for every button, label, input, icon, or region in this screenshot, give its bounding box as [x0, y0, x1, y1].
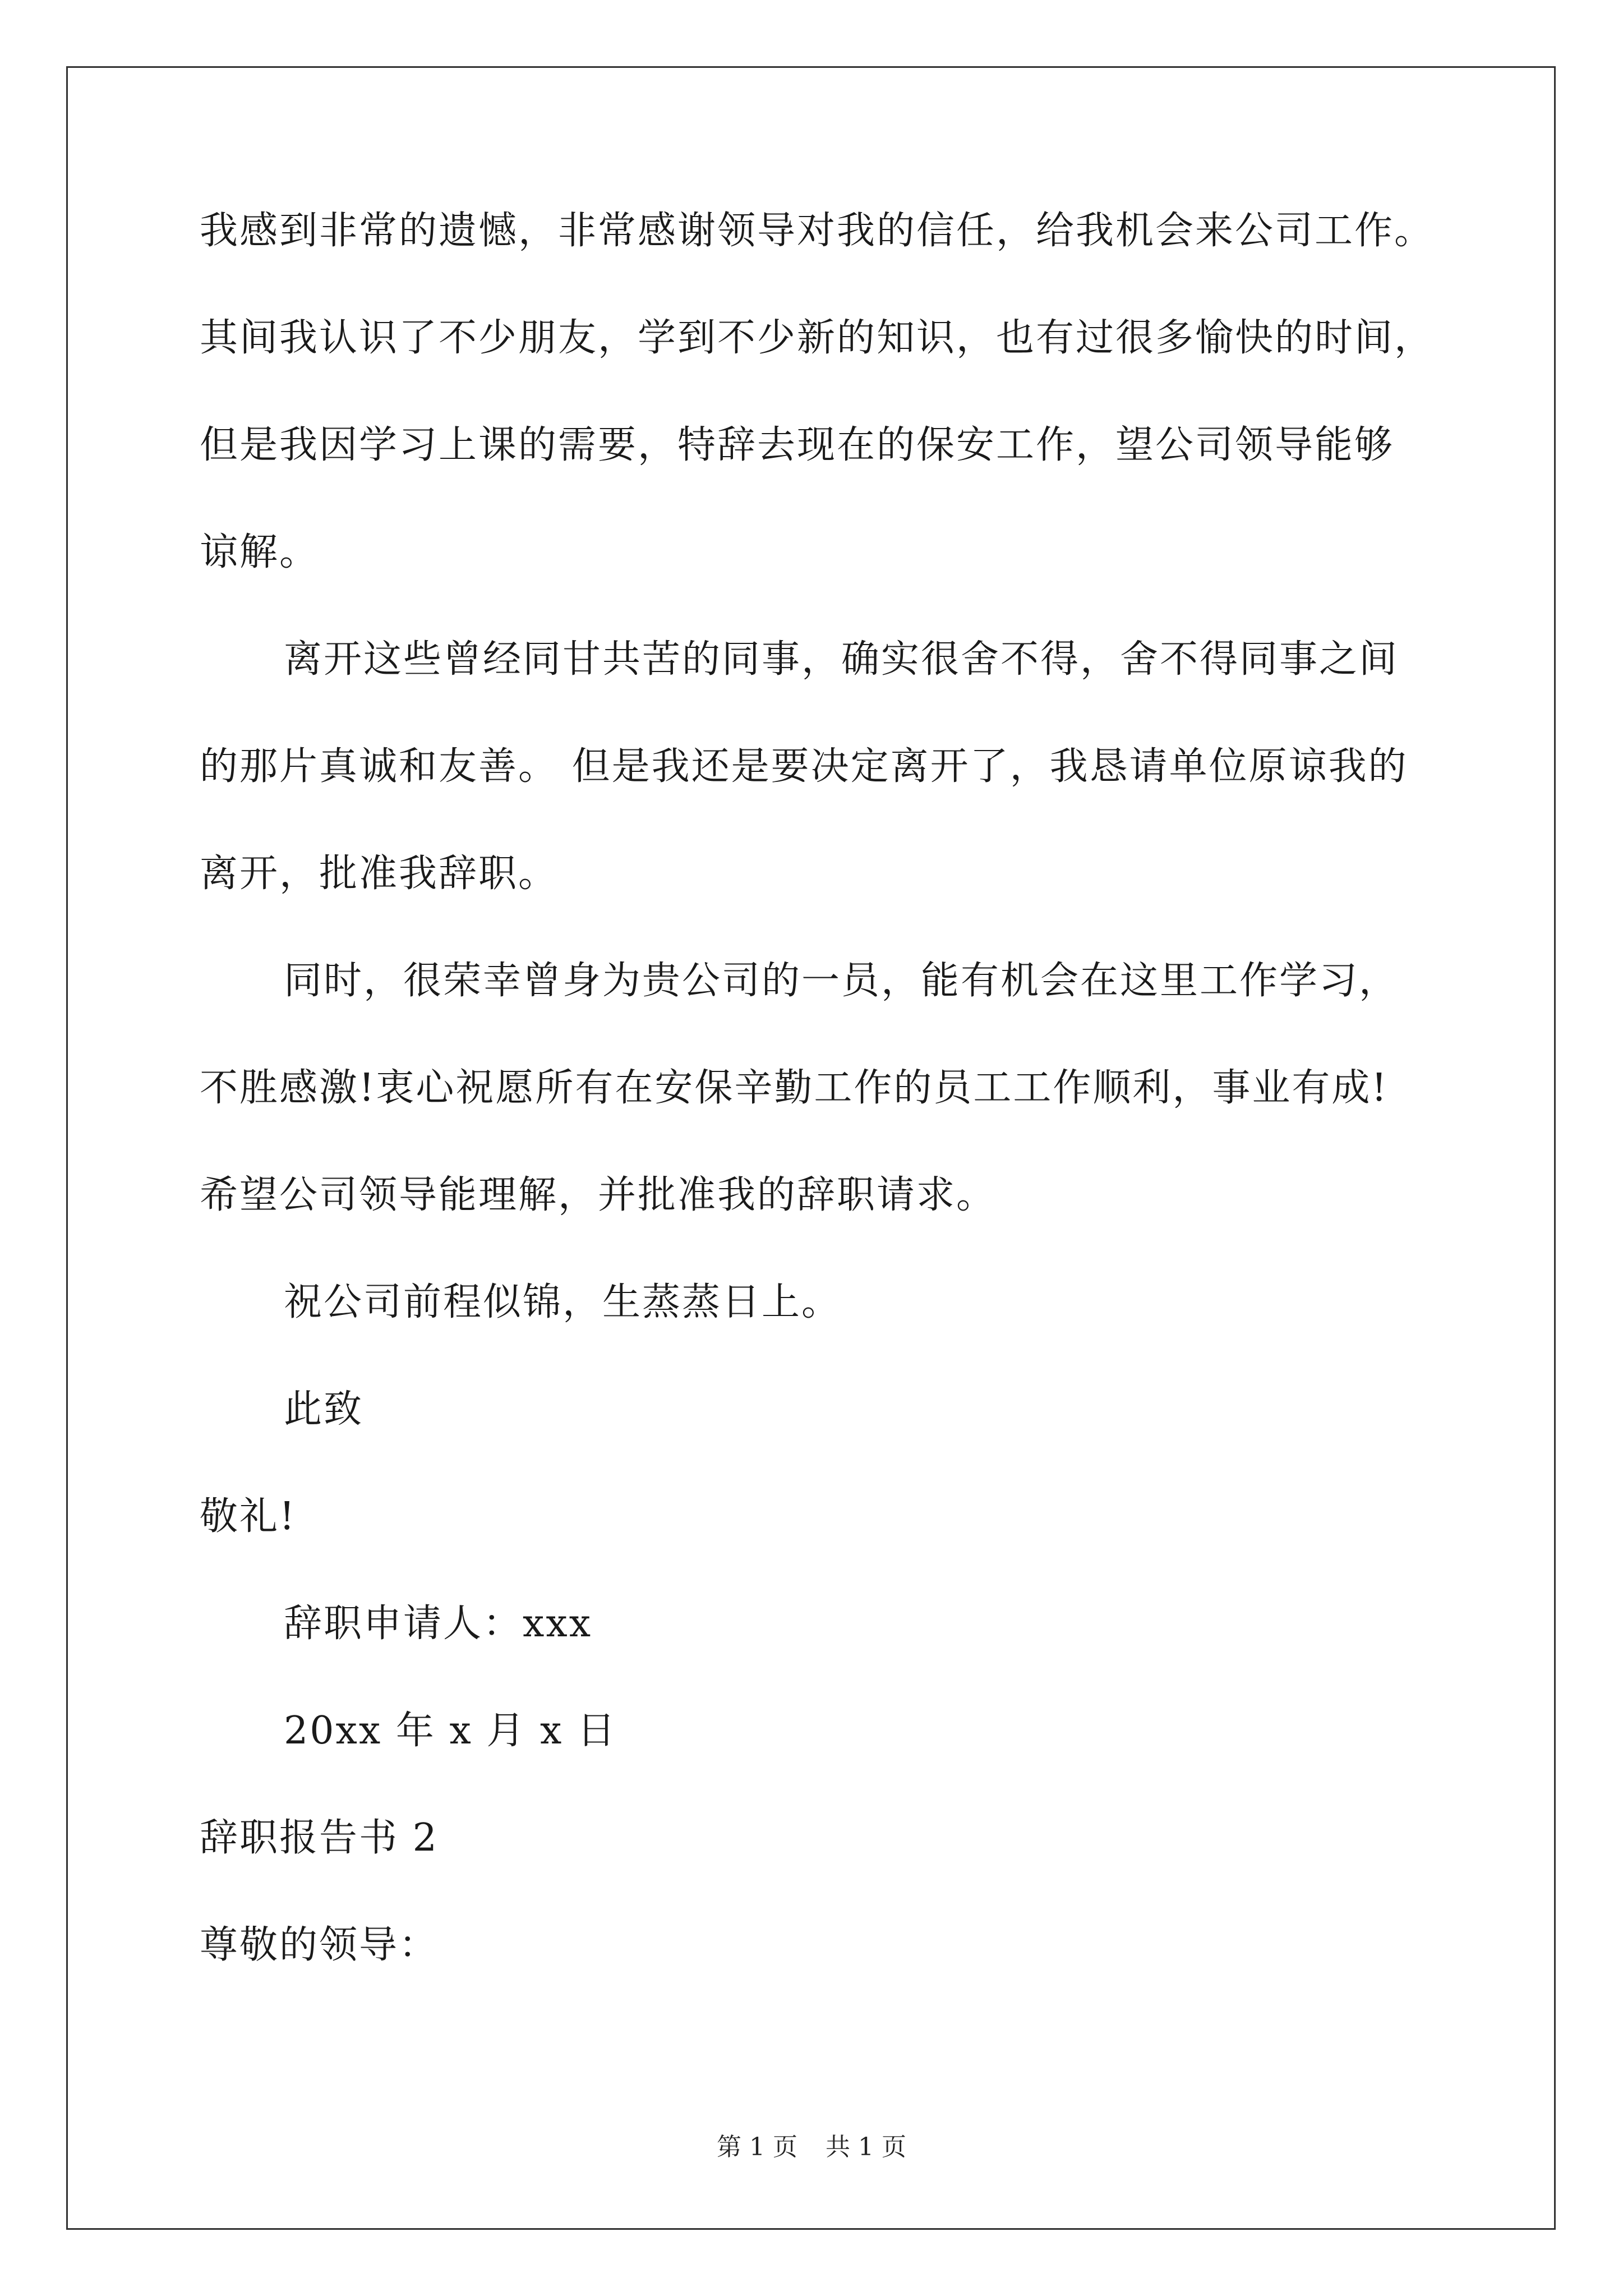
paragraph-line: 希望公司领导能理解，并批准我的辞职请求。 — [200, 1173, 997, 1217]
paragraph-line: 同时，很荣幸曾身为贵公司的一员，能有机会在这里工作学习， — [284, 959, 1399, 1003]
paragraph-line: 的那片真诚和友善。 但是我还是要决定离开了，我恳请单位原谅我的 — [200, 744, 1408, 789]
paragraph-line: 但是我因学习上课的需要，特辞去现在的保安工作，望公司领导能够 — [200, 423, 1395, 467]
paragraph-line: 不胜感激!衷心祝愿所有在安保辛勤工作的员工工作顺利，事业有成! — [200, 1066, 1389, 1110]
page-footer — [0, 2131, 1623, 2164]
paragraph-line: 我感到非常的遗憾，非常感谢领导对我的信任，给我机会来公司工作。 — [200, 209, 1435, 253]
page-number-current: 第 1 页 — [717, 2133, 797, 2161]
salutation-respect: 敬礼! — [200, 1494, 297, 1539]
paragraph-line: 其间我认识了不少朋友，学到不少新的知识，也有过很多愉快的时间， — [200, 316, 1435, 360]
signature-applicant: 辞职申请人：xxx — [284, 1602, 593, 1646]
greeting-line: 尊敬的领导： — [200, 1923, 439, 1967]
page-number-total: 共 1 页 — [826, 2133, 906, 2161]
page-border — [66, 66, 1556, 2230]
closing-wish: 祝公司前程似锦，生蒸蒸日上。 — [284, 1280, 842, 1324]
paragraph-line: 谅解。 — [200, 530, 320, 574]
section-heading: 辞职报告书 2 — [200, 1816, 439, 1860]
paragraph-line: 离开这些曾经同甘共苦的同事，确实很舍不得，舍不得同事之间 — [284, 637, 1399, 682]
paragraph-line: 离开，批准我辞职。 — [200, 852, 559, 896]
signature-date: 20xx 年 x 月 x 日 — [284, 1709, 617, 1753]
salutation-closing: 此致 — [284, 1387, 364, 1432]
